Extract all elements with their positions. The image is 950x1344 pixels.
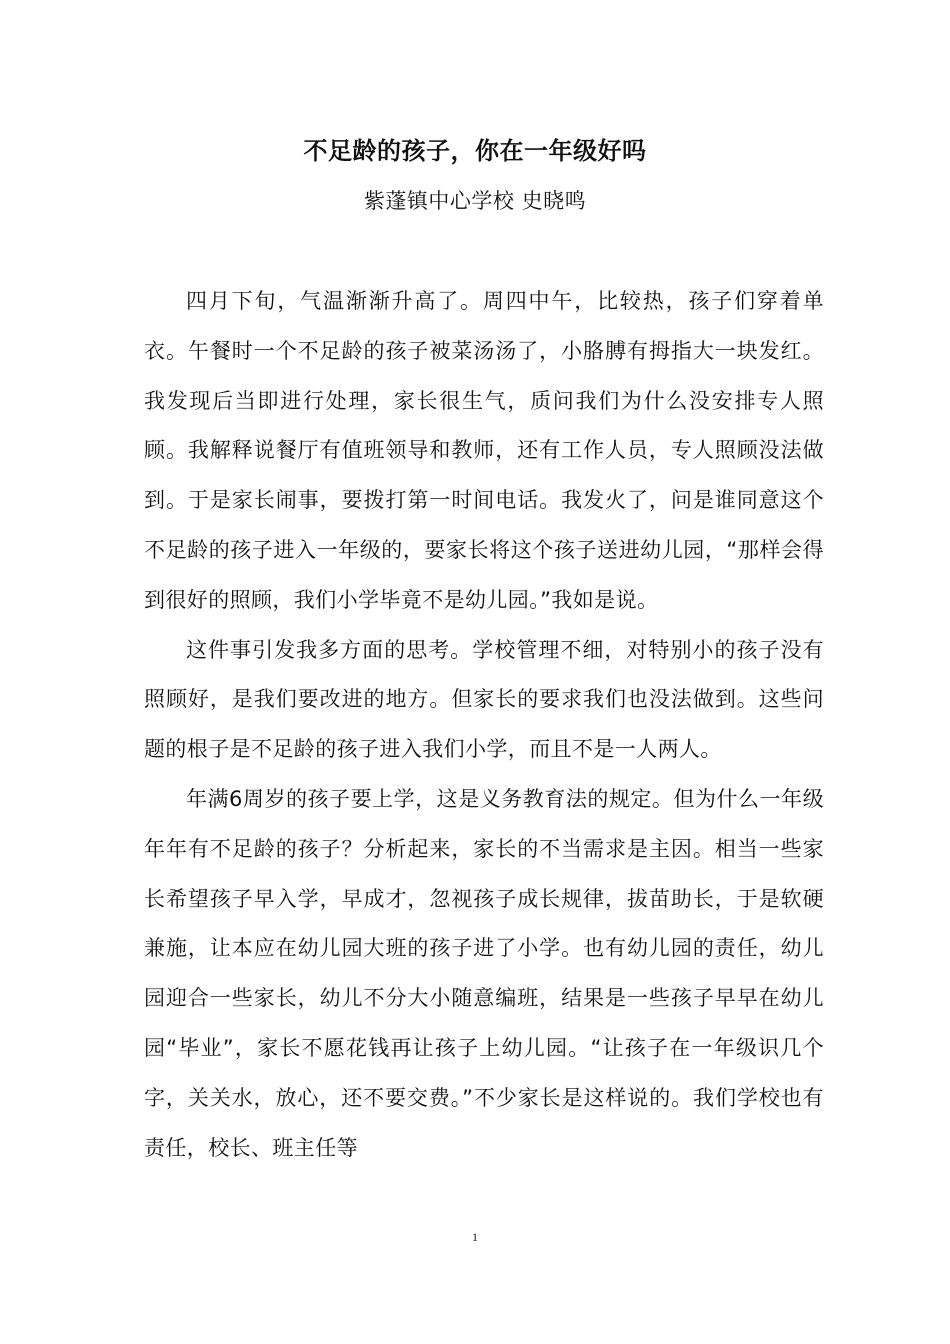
page-number: 1 xyxy=(472,1230,478,1244)
paragraph-2: 这件事引发我多方面的思考。学校管理不细，对特别小的孩子没有照顾好，是我们要改进的地方。但家长的要求我们也没法做到。这些问题的根子是不足龄的孩子进入我们小学，而且不是一人两人。 xyxy=(144,637,824,762)
paragraph-3: 年满6周岁的孩子要上学，这是义务教育法的规定。但为什么一年级年年有不足龄的孩子？分析起来，家长的不当需求是主因。相当一些家长希望孩子早入学，早成才，忽视孩子成长规律，拔苗助长，于是软硬兼施，让本应在幼儿园大班的孩子进了小学。也有幼儿园的责任，幼儿园迎合一些家长，幼儿不分大小随意编班，结果是一些孩子早早在幼儿园“毕业”，家长不愿花钱再让孩子上幼儿园。“让孩子在一年级识几个字，关关水，放心，还不要交费。”不少家长是这样说的。我们学校也有责任，校长、班主任等 xyxy=(144,786,824,1160)
document-body xyxy=(144,277,824,1173)
document-author: 紫蓬镇中心学校 史晓鸣 xyxy=(363,189,587,213)
document-title: 不足龄的孩子，你在一年级好吗 xyxy=(303,137,647,165)
paragraph-1: 四月下旬，气温渐渐升高了。周四中午，比较热，孩子们穿着单衣。午餐时一个不足龄的孩子被菜汤汤了，小胳膊有拇指大一块发红。我发现后当即进行处理，家长很生气，质问我们为什么没安排专人照顾。我解释说餐厅有值班领导和教师，还有工作人员，专人照顾没法做到。于是家长闹事，要拨打第一时间电话。我发火了，问是谁同意这个不足龄的孩子进入一年级的，要家长将这个孩子送进幼儿园，“那样会得到很好的照顾，我们小学毕竟不是幼儿园。”我如是说。 xyxy=(144,289,824,612)
